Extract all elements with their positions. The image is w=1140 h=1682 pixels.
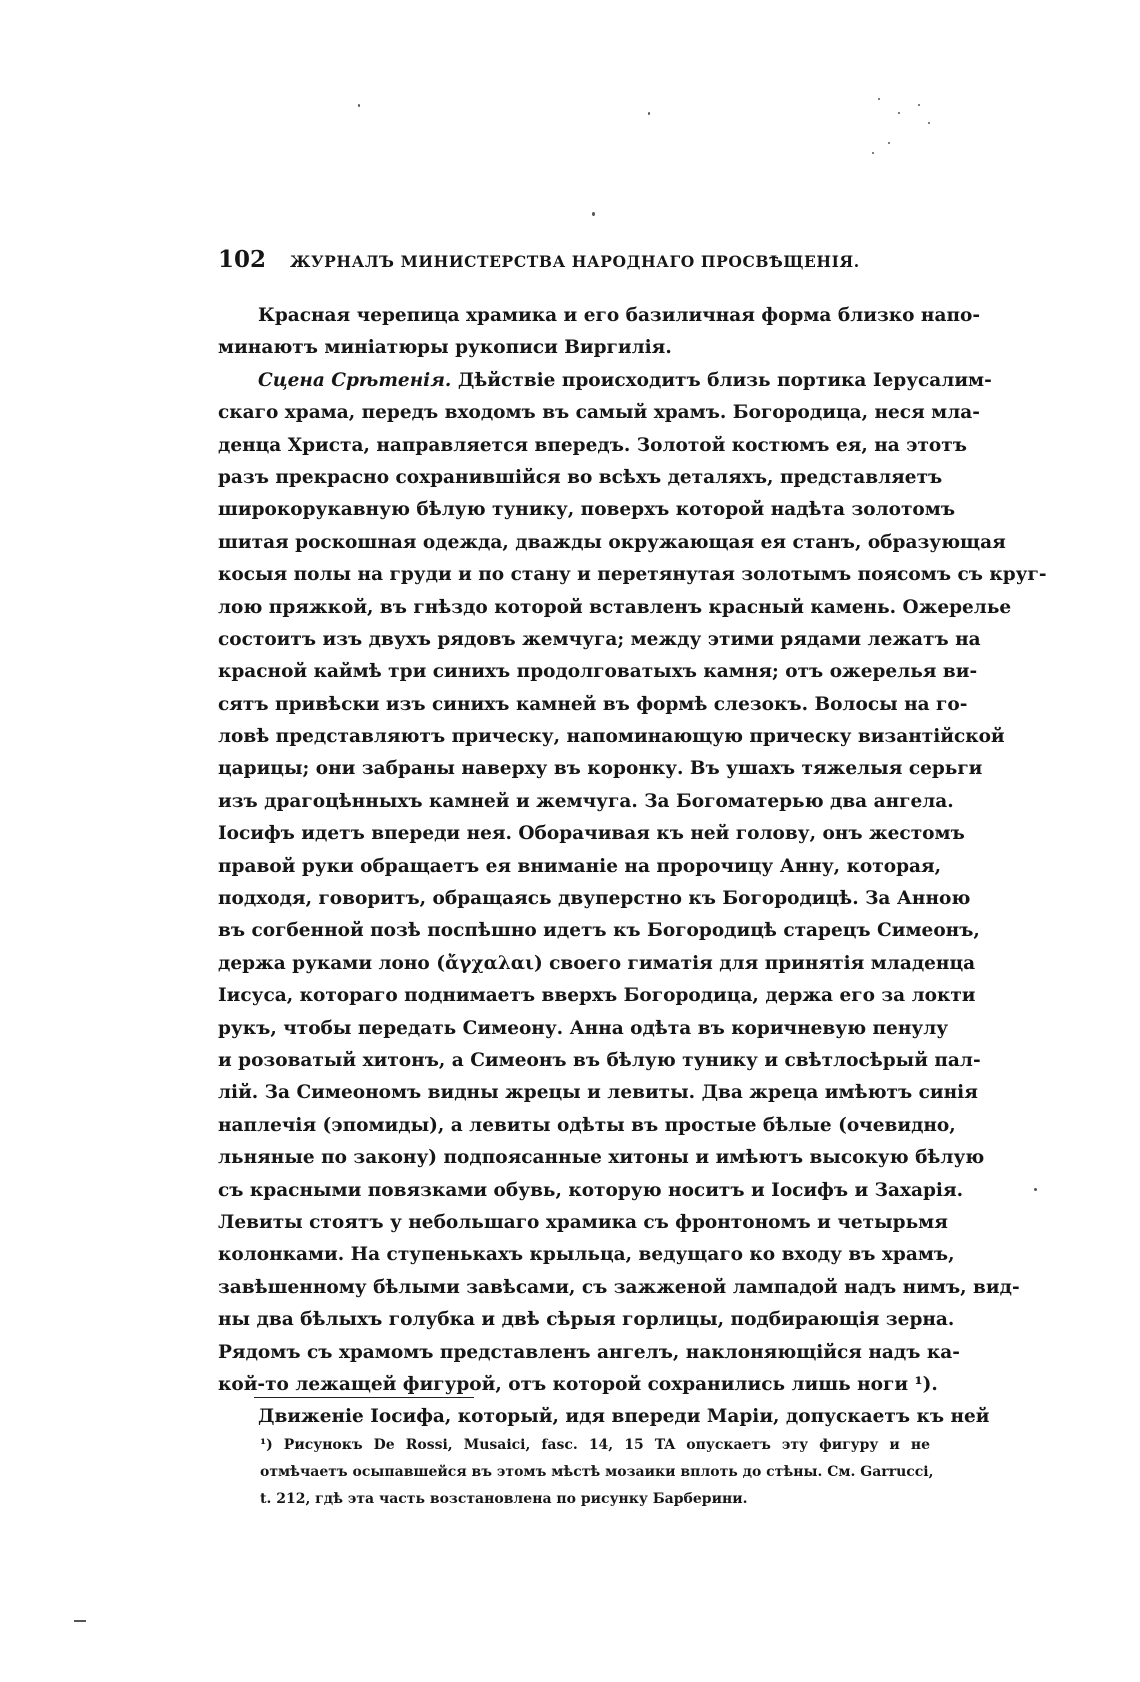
text-line: съ красными повязками обувь, которую носитъ и Іосифъ и Захарія. (218, 1179, 964, 1201)
text-line: сятъ привѣски изъ синихъ камней въ формѣ слезокъ. Волосы на го- (218, 693, 968, 715)
scan-speck (888, 142, 890, 144)
text-line: красной каймѣ три синихъ продолговатыхъ камня; отъ ожерелья ви- (218, 661, 978, 683)
page-header (218, 246, 930, 273)
scan-speck (648, 112, 650, 115)
scan-speck (898, 112, 900, 114)
scan-speck (872, 152, 874, 154)
text-line: колонками. На ступенькахъ крыльца, ведущаго ко входу въ храмъ, (218, 1244, 955, 1266)
running-title: ЖУРНАЛЪ МИНИСТЕРСТВА НАРОДНАГО ПРОСВѢЩЕНІЯ. (290, 252, 860, 271)
section-heading: Сцена Срѣтенія. (258, 369, 452, 391)
page-number: 102 (218, 246, 267, 273)
text-line: Рядомъ съ храмомъ представленъ ангелъ, наклоняющійся надъ ка- (218, 1341, 960, 1363)
text-line: Движеніе Іосифа, который, идя впереди Маріи, допускаетъ къ ней (258, 1406, 990, 1428)
text-line: и розоватый хитонъ, а Симеонъ въ бѣлую тунику и свѣтлосѣрый пал- (218, 1049, 981, 1071)
text-line: Красная черепица храмика и его базиличная форма близко напо- (258, 305, 980, 326)
body-text (218, 300, 1047, 1434)
text-line: лою пряжкой, въ гнѣздо которой вставленъ красный камень. Ожерелье (218, 596, 1012, 618)
text-line: ны два бѣлыхъ голубка и двѣ сѣрыя горлицы, подбирающія зерна. (218, 1309, 955, 1331)
footnote-line: отмѣчаетъ осыпавшейся въ этомъ мѣстѣ мозаики вплоть до стѣны. См. Garrucci, (260, 1464, 934, 1480)
text-line: завѣшенному бѣлыми завѣсами, съ зажженой лампадой надъ нимъ, вид- (218, 1276, 1020, 1298)
text-line-rest: Дѣйствіе происходитъ близь портика Іерусалим- (457, 369, 992, 391)
text-line: правой руки обращаетъ ея вниманіе на пророчицу Анну, которая, (218, 855, 942, 877)
text-line: денца Христа, направляется впередъ. Золотой костюмъ ея, на этотъ (218, 434, 967, 456)
footnote-line: ¹) Рисунокъ De Rossi, Musaici, fasc. 14, 15 TA опускаетъ эту фигуру и не (260, 1437, 930, 1453)
text-line: разъ прекрасно сохранившійся во всѣхъ деталяхъ, представляетъ (218, 466, 943, 488)
scan-speck (928, 122, 930, 124)
text-line: въ согбенной позѣ поспѣшно идетъ къ Богородицѣ старецъ Симеонъ, (218, 920, 980, 942)
text-line: состоитъ изъ двухъ рядовъ жемчуга; между этими рядами лежатъ на (218, 628, 981, 650)
text-line: подходя, говоритъ, обращаясь двуперстно къ Богородицѣ. За Анною (218, 888, 971, 910)
text-line: ловѣ представляютъ прическу, напоминающую прическу византійской (218, 726, 1005, 748)
scan-speck (358, 104, 360, 107)
text-line: скаго храма, передъ входомъ въ самый храмъ. Богородица, неся мла- (218, 402, 980, 424)
scan-speck (1034, 1188, 1037, 1191)
footnote-line: t. 212, гдѣ эта часть возстановлена по рисунку Барберини. (260, 1491, 748, 1507)
scan-speck (592, 212, 595, 216)
text-line: шитая роскошная одежда, дважды окружающая ея станъ, образующая (218, 531, 1006, 553)
text-line: косыя полы на груди и по стану и перетянутая золотымъ поясомъ съ круг- (218, 564, 1047, 586)
footnote (260, 1432, 934, 1513)
text-line: держа руками лоно (ἄγχαλαι) своего гиматія для принятія младенца (218, 952, 976, 974)
text-line: лій. За Симеономъ видны жрецы и левиты. Два жреца имѣютъ синія (218, 1082, 978, 1104)
text-line: изъ драгоцѣнныхъ камней и жемчуга. За Богоматерью два ангела. (218, 790, 954, 812)
text-line: широкорукавную бѣлую тунику, поверхъ которой надѣта золотомъ (218, 499, 956, 521)
text-line: наплечія (эпомиды), а левиты одѣты въ простые бѣлые (очевидно, (218, 1114, 956, 1136)
text-line: Левиты стоятъ у небольшаго храмика съ фронтономъ и четырьмя (218, 1211, 948, 1233)
text-line (218, 365, 992, 397)
text-line: Іосифъ идетъ впереди нея. Оборачивая къ ней голову, онъ жестомъ (218, 823, 965, 845)
scan-speck (74, 1620, 86, 1622)
text-line: царицы; они забраны наверху въ коронку. Въ ушахъ тяжелыя серьги (218, 758, 983, 780)
scan-speck (878, 98, 880, 100)
text-line: льняные по закону) подпоясанные хитоны и имѣютъ высокую бѣлую (218, 1147, 985, 1169)
text-line: минаютъ миніатюры рукописи Виргилія. (218, 337, 672, 359)
footnote-separator (254, 1397, 474, 1398)
text-line: рукъ, чтобы передать Симеону. Анна одѣта въ коричневую пенулу (218, 1017, 949, 1039)
text-line: кой-то лежащей фигурой, отъ которой сохранились лишь ноги ¹). (218, 1373, 938, 1395)
scan-speck (918, 104, 920, 106)
text-line: Іисуса, котораго поднимаетъ вверхъ Богородица, держа его за локти (218, 985, 976, 1007)
